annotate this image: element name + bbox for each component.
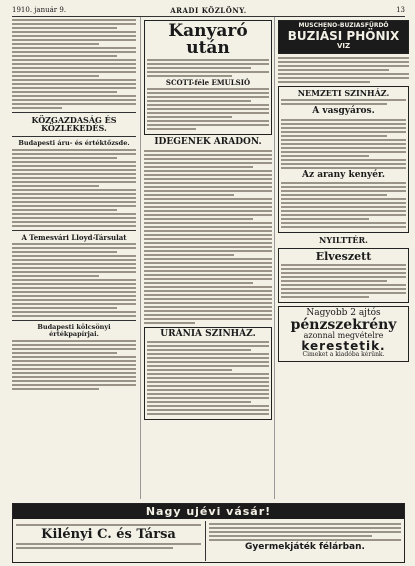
advert-scott-emulsion bbox=[144, 20, 272, 135]
urania-title: URÁNIA SZINHÁZ. bbox=[160, 328, 256, 339]
column-3 bbox=[274, 17, 409, 499]
header-page-number: 13 bbox=[396, 6, 405, 14]
safe-advert-line2: pénzszekrény bbox=[290, 317, 397, 334]
advert-buziasi-sub: VIZ bbox=[336, 42, 351, 50]
column-1 bbox=[12, 17, 136, 499]
safe-advert-line3: azonnal megvételre bbox=[303, 331, 384, 341]
nemzeti-theatre-box bbox=[278, 86, 409, 233]
advert-buziasi-brand: MUSCHENO-BUZIASFÜRDŐ bbox=[298, 22, 389, 29]
advert-title: Kanyaró után bbox=[168, 21, 248, 58]
nyiltter-heading: NYILTTÉR. bbox=[319, 235, 368, 246]
section-heading-economy: KÖZGAZDASÁG ÉS KÖZLEKEDÉS. bbox=[31, 115, 117, 134]
advert-product: SCOTT-féle EMULSIÓ bbox=[165, 78, 251, 87]
footer-toys-half-price: Gyermekjáték félárban. bbox=[245, 542, 365, 552]
footer-banner: Nagy ujévi vásár! bbox=[13, 504, 404, 519]
nemzeti-title: NEMZETI SZINHÁZ. bbox=[297, 88, 390, 98]
header-title: ARADI KÖZLÖNY. bbox=[170, 6, 247, 15]
subheading-lloyd: A Temesvári Lloyd-Társulat bbox=[21, 232, 127, 242]
subheading-stock-exchange: Budapesti áru- és értéktőzsde. bbox=[18, 138, 130, 147]
article-text bbox=[12, 19, 136, 109]
play-title-vasgyaros: A vasgyáros. bbox=[312, 106, 375, 117]
lost-title: Elveszett bbox=[315, 249, 372, 263]
column-heading-visitors: IDEGENEK ARADON. bbox=[154, 137, 262, 148]
safe-advert-line5: Cimeket a kiadóba kérünk. bbox=[302, 351, 385, 359]
footer-advert bbox=[12, 503, 405, 563]
header-date: 1910. január 9. bbox=[12, 6, 67, 14]
urania-theatre-box bbox=[144, 327, 272, 420]
column-2 bbox=[140, 17, 272, 499]
lost-notice bbox=[278, 248, 409, 303]
papers-table bbox=[12, 340, 136, 390]
safe-advert-line4: kerestetik. bbox=[301, 339, 386, 354]
page-header bbox=[12, 4, 405, 17]
visitors-list bbox=[144, 150, 272, 324]
play-title-arany-kenyer: Az arany kenyér. bbox=[301, 169, 386, 180]
subheading-budapest-papers: Budapesti kölcsönyi értékpapírjai. bbox=[37, 322, 111, 338]
lloyd-table bbox=[12, 243, 136, 317]
advert-buziasi-title: BUZIÁSI PHÖNIX bbox=[287, 29, 400, 43]
safe-wanted-advert bbox=[278, 306, 409, 362]
footer-company-name: Kilényi C. és Társa bbox=[41, 527, 176, 542]
advert-buziasi bbox=[278, 20, 409, 54]
safe-advert-line1: Nagyobb 2 ajtós bbox=[306, 307, 381, 318]
market-table bbox=[12, 149, 136, 227]
